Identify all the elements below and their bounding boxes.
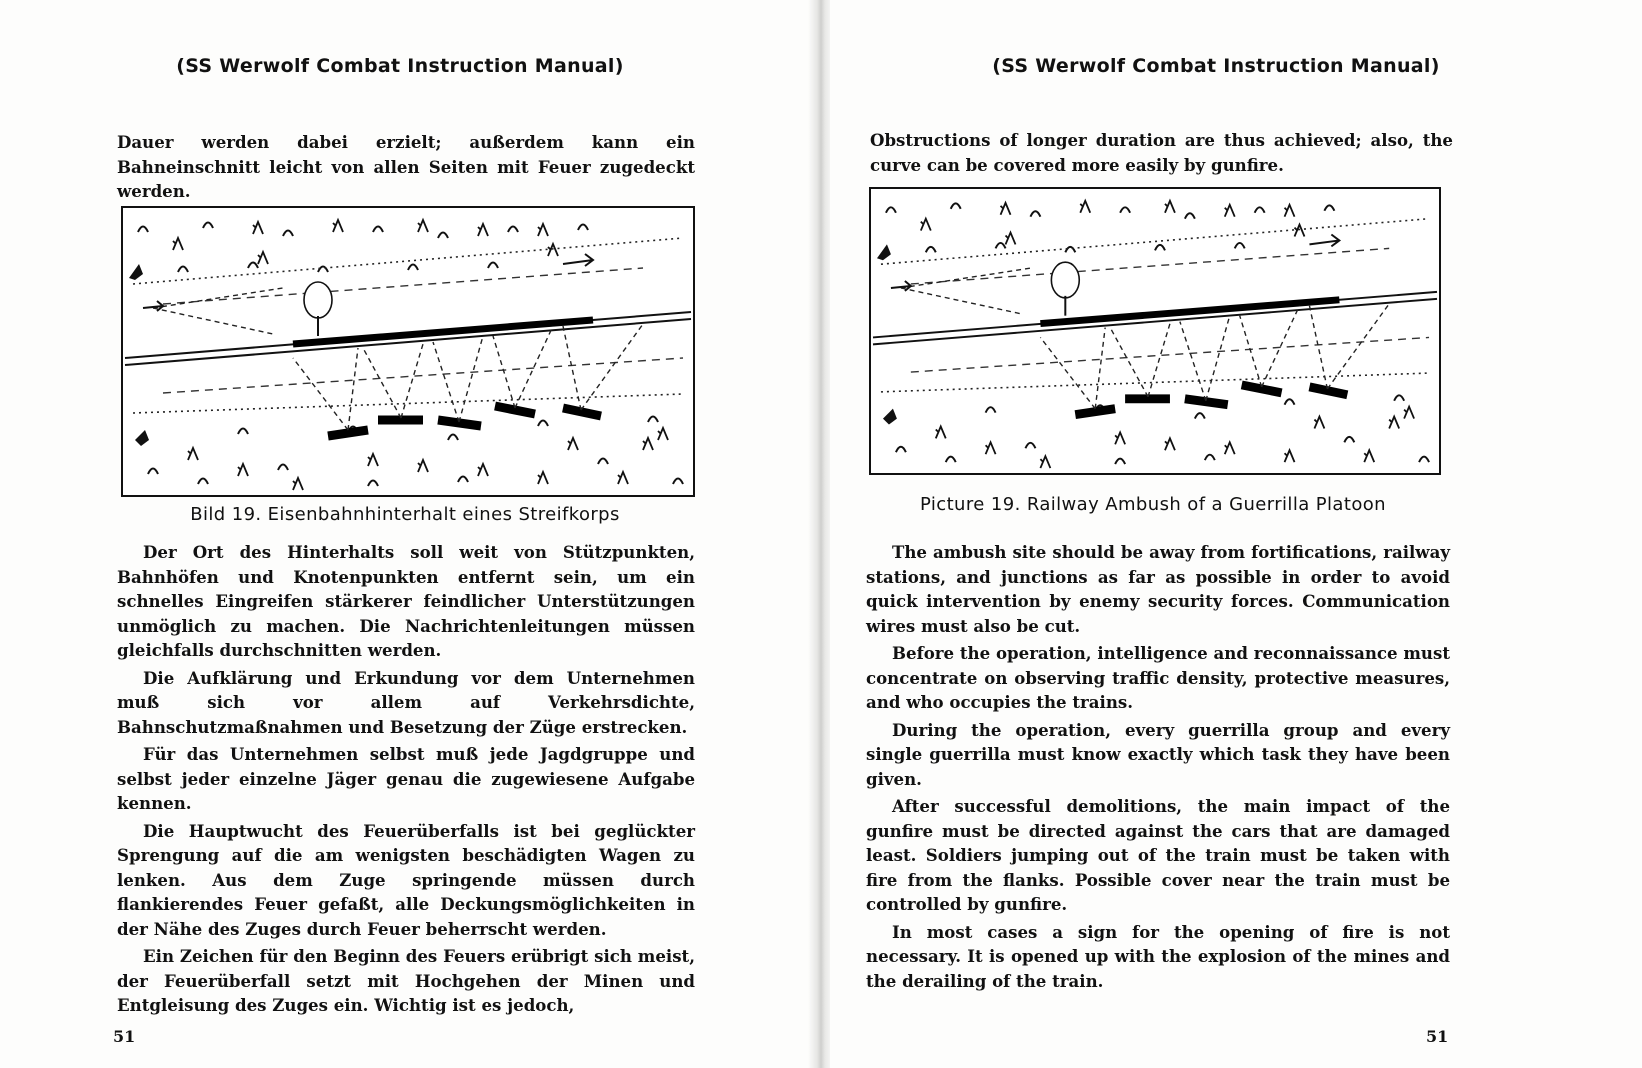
right-intro-text [870,128,1453,177]
line-of-fire [1095,328,1105,409]
bush-symbol [1324,205,1334,210]
arrow-symbol [891,281,911,291]
bush-symbol [1235,243,1245,248]
tree-symbol [418,460,428,472]
right-page-number: 51 [1426,1027,1449,1046]
bush-symbol [1255,207,1265,212]
railway-ambush-diagram [871,189,1439,473]
tree-symbol [1115,432,1125,444]
tree-symbol [173,238,183,250]
bush-symbol [1285,399,1295,404]
right-paragraph: During the operation, every guerrilla group and every single guerrilla must know exactly which task they have been given. [866,719,1450,789]
line-of-fire [1180,322,1206,401]
bush-symbol [946,457,956,462]
dashed-line [911,248,1389,284]
tree-symbol [478,464,488,476]
line-of-fire [1240,316,1262,387]
upper-dotted-line [133,238,683,284]
tree-symbol [1285,450,1295,462]
flank-fire-line [153,288,283,308]
dashed-line [163,268,643,304]
bush-symbol [578,225,588,231]
tree-symbol [643,438,653,450]
upper-dotted-line [881,219,1429,265]
tree-symbol [1165,201,1175,213]
tree-symbol [936,426,946,438]
tree-symbol [1006,233,1016,245]
bush-symbol [673,479,683,485]
tree-symbol [1404,407,1414,419]
railway-rail-bottom [125,319,691,365]
right-paragraph: After successful demolitions, the main impact of the gunfire must be directed against the cars that are damaged least. Soldiers jumping out of the train must be taken with fire from the flanks. Possible cover near the train must be controlled by gunfire. [866,796,1450,914]
left-page-number: 51 [113,1027,136,1046]
line-of-fire [401,344,423,418]
bush-symbol [508,227,518,233]
railway-rail-bottom [873,299,1437,345]
arrow-symbol [143,301,163,311]
bush-symbol [896,447,906,452]
right-ambush-figure [869,187,1441,475]
bush-symbol [148,469,158,475]
tree-symbol [253,222,263,234]
tree-symbol [1364,450,1374,462]
left-paragraph: Für das Unternehmen selbst muß jede Jagdgruppe und selbst jeder einzelne Jäger genau die zugewiesene Aufgabe kennen. [117,744,695,813]
bush-symbol [373,227,383,233]
tree-symbol [538,472,548,484]
left-page [0,0,812,1068]
guerrilla-symbol [135,430,149,446]
bush-symbol [1195,413,1205,418]
arrow-symbol [563,254,593,266]
bush-symbol [996,243,1006,248]
right-figure-caption: Picture 19. Railway Ambush of a Guerrilla Platoon [920,494,1386,515]
bush-symbol [1120,207,1130,212]
line-of-fire [1040,337,1095,408]
bush-symbol [198,479,208,485]
tree-symbol [1314,417,1324,429]
bush-symbol [283,231,293,237]
right-paragraph: Before the operation, intelligence and reconnaissance must concentrate on observing traffic density, protective measures, and who occupies the trains. [866,643,1450,712]
bush-symbol [1185,213,1195,218]
left-paragraph: Ein Zeichen für den Beginn des Feuers erübrigt sich meist, der Feuerüberfall setzt mit Hochgehen der Minen und Entgleisung des Zuges ein. Wichtig ist es jedoch, [117,946,695,1015]
bush-symbol [138,227,148,233]
bush-symbol [203,223,213,229]
bush-symbol [926,247,936,252]
bush-symbol [1065,247,1075,252]
line-of-fire [293,358,348,430]
tree-symbol [921,219,931,231]
bush-symbol [1344,437,1354,442]
train [1040,300,1339,324]
line-of-fire [363,348,401,418]
diagram-group [125,220,691,490]
line-of-fire [1206,316,1230,401]
tree-symbol [368,454,378,466]
bush-symbol [598,459,608,465]
tree-symbol [1001,203,1011,215]
bush-symbol [886,207,896,212]
tree-symbol [1285,205,1295,217]
tree-symbol [986,442,996,454]
bush-symbol [1419,457,1429,462]
bush-symbol [986,407,996,412]
tree-symbol [1225,442,1235,454]
train [293,320,593,344]
tree-symbol [333,220,343,232]
tree-symbol [1040,456,1050,468]
flank-fire-line [153,308,273,334]
bush-symbol [178,267,188,273]
bush-symbol [248,263,258,269]
ambush-position [1075,409,1115,415]
line-of-fire [1110,328,1148,397]
tree-symbol [238,464,248,476]
right-paragraph: The ambush site should be away from fortifications, railway stations, and junctions as far as possible in order to avoid quick intervention by enemy security forces. Communication wires must also be cut. [866,542,1450,636]
line-of-fire [459,336,483,422]
flank-fire-line [901,288,1021,314]
tree-symbol [478,224,488,236]
tree-symbol [548,244,558,256]
tree-symbol [293,478,303,490]
left-body-text [117,540,695,1018]
diagram-group [873,201,1437,468]
tree-symbol [538,224,548,236]
right-paragraph: In most cases a sign for the opening of fire is not necessary. It is opened up with the explosion of the mines and the derailing of the train. [866,921,1450,991]
left-paragraph: Der Ort des Hinterhalts soll weit von Stützpunkten, Bahnhöfen und Knotenpunkten entfernt sein, um ein schnelles Eingreifen stärkerer feindlicher Unterstützungen unmöglich zu machen. Die Nachrichtenleitungen müssen gleichfalls durchschnitten werden. [117,542,695,660]
tree-symbol [1080,201,1090,213]
left-ambush-figure [121,206,695,497]
left-paragraph: Die Aufklärung und Erkundung vor dem Unternehmen muß sich vor allem auf Verkehrsdichte, Bahnschutzmaßnahmen und Besetzung der Züge erstrecken. [117,667,695,737]
left-intro-text [117,130,695,204]
bush-symbol [1205,455,1215,460]
line-of-fire [1148,324,1170,397]
arrow-symbol [1309,235,1339,247]
bush-symbol [458,477,468,483]
bush-symbol [448,435,458,441]
bush-symbol [1155,245,1165,250]
bush-symbol [368,481,378,487]
bush-symbol [488,263,498,269]
tree-symbol [1389,417,1399,429]
bush-symbol [408,265,418,271]
bush-symbol [648,417,658,423]
line-of-fire [348,348,358,430]
left-paragraph: Die Hauptwucht des Feuerüberfalls ist bei geglückter Sprengung auf die am wenigsten beschädigten Wagen zu lenken. Aus dem Zuge springende müssen durch flankierendes Feuer gefaßt, alle Deckungsmöglichkeiten in der Nähe des Zuges durch Feuer beherrscht werden. [117,820,695,939]
tree-symbol [188,448,198,460]
tree-crown [304,282,332,318]
right-running-head: (SS Werwolf Combat Instruction Manual) [992,55,1440,77]
bush-symbol [438,233,448,239]
tree-symbol [658,428,668,440]
tree-symbol [568,438,578,450]
guerrilla-symbol [883,409,897,425]
bush-symbol [1025,443,1035,448]
tree-crown [1051,262,1079,298]
tree-symbol [418,220,428,232]
tree-symbol [258,252,268,264]
tree-symbol [618,472,628,484]
bush-symbol [278,465,288,471]
left-running-head: (SS Werwolf Combat Instruction Manual) [176,55,624,77]
flank-fire-line [901,268,1031,288]
line-of-fire [433,342,459,422]
guerrilla-symbol [129,264,143,280]
tree-symbol [1225,205,1235,217]
bush-symbol [1115,459,1125,464]
right-page [830,0,1642,1068]
bush-symbol [1394,395,1404,400]
left-figure-caption: Bild 19. Eisenbahnhinterhalt eines Streifkorps [190,504,620,525]
bush-symbol [318,267,328,273]
lower-dashed-line [163,358,683,393]
tree-symbol [1295,225,1305,237]
bush-symbol [238,429,248,435]
right-paragraph: Obstructions of longer duration are thus achieved; also, the curve can be covered more easily by gunfire. [870,130,1453,175]
right-body-text [866,540,1450,993]
left-paragraph: Dauer werden dabei erzielt; außerdem kann ein Bahneinschnitt leicht von allen Seiten mit Feuer zugedeckt werden. [117,132,695,201]
bush-symbol [951,203,961,208]
tree-symbol [1165,438,1175,450]
ambush-position [328,430,368,436]
guerrilla-symbol [877,244,891,260]
railway-ambush-diagram [123,208,693,495]
bush-symbol [1030,211,1040,216]
bush-symbol [538,421,548,427]
lower-dashed-line [911,337,1429,372]
line-of-fire [493,336,515,408]
